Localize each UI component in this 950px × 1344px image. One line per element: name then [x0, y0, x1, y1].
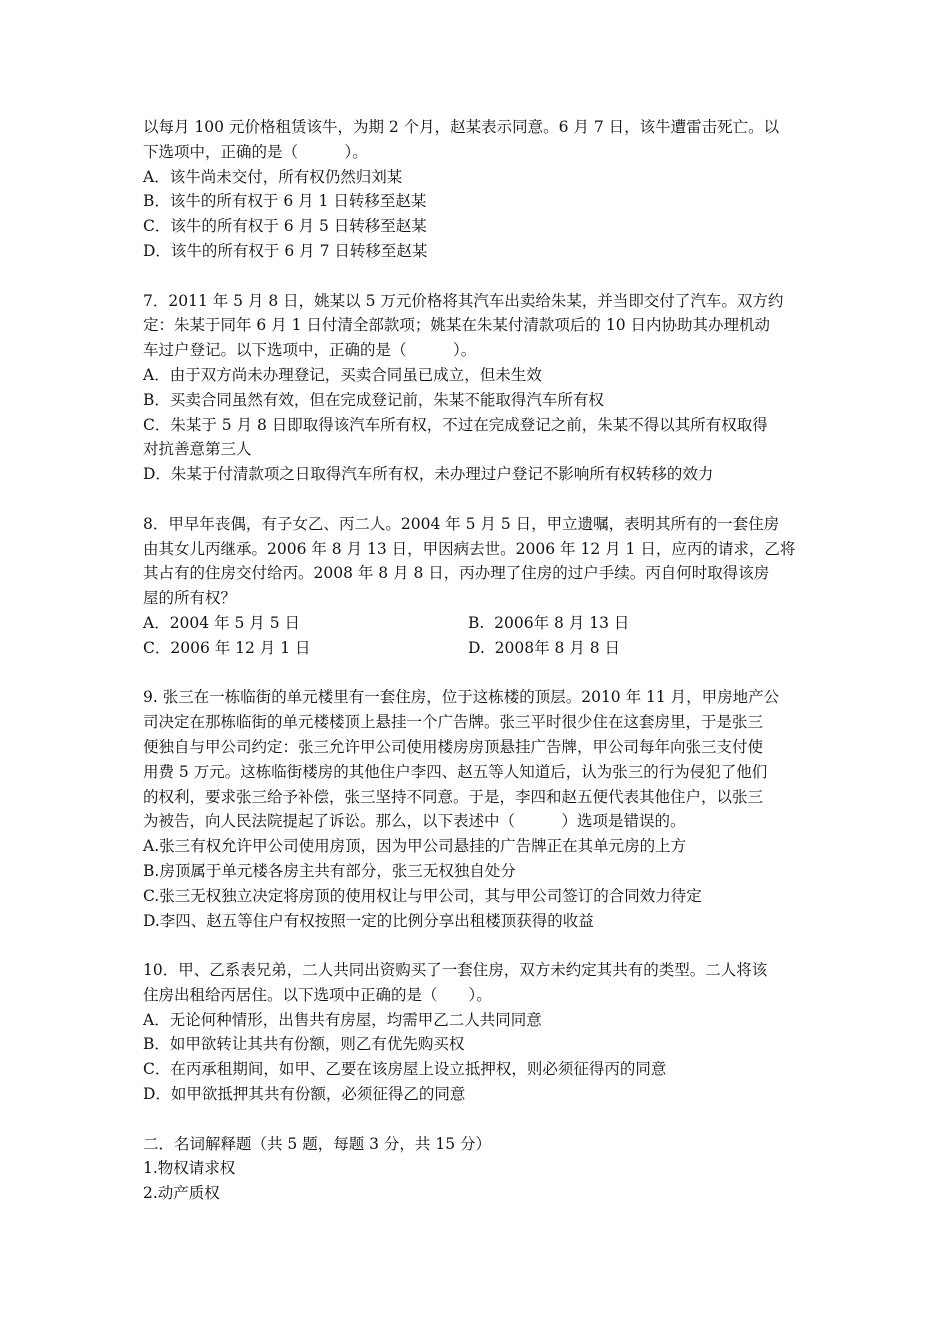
option-b: B.房顶属于单元楼各房主共有部分，张三无权独自处分	[143, 861, 516, 880]
option-b: B．如甲欲转让其共有份额，则乙有优先购买权	[143, 1035, 465, 1054]
option-d: D．如甲欲抵押其共有份额，必须征得乙的同意	[143, 1085, 466, 1104]
option-c: C．朱某于 5 月 8 日即取得该汽车所有权，不过在完成登记之前，朱某不得以其所有权取得	[143, 415, 768, 434]
question-text-line: 9. 张三在一栋临街的单元楼里有一套住房，位于这栋楼的顶层。2010 年 11 月，甲房地产公	[143, 688, 780, 707]
option-b: B．该牛的所有权于 6 月 1 日转移至赵某	[143, 192, 427, 211]
option-c: C．2006 年 12 月 1 日	[143, 638, 311, 657]
options-grid	[143, 611, 813, 661]
term-item: 2.动产质权	[143, 1184, 220, 1203]
option-a: A.张三有权允许甲公司使用房顶，因为甲公司悬挂的广告牌正在其单元房的上方	[143, 837, 687, 856]
section-heading: 二．名词解释题（共 5 题，每题 3 分，共 15 分）	[143, 1134, 492, 1153]
term-item: 1.物权请求权	[143, 1159, 236, 1178]
question-7	[143, 289, 813, 487]
option-d: D. 2008年 8 月 8 日	[468, 638, 621, 657]
question-text-line: 以每月 100 元价格租赁该牛，为期 2 个月，赵某表示同意。6 月 7 日，该牛遭雷击死亡。以	[143, 118, 780, 136]
document-page	[143, 115, 813, 1206]
option-a: A．该牛尚未交付，所有权仍然归刘某	[143, 167, 403, 186]
question-text-line: 司决定在那栋临街的单元楼楼顶上悬挂一个广告牌。张三平时很少住在这套房里，于是张三	[143, 713, 764, 732]
question-9	[143, 685, 813, 933]
option-a: A．无论何种情形，出售共有房屋，均需甲乙二人共同同意	[143, 1010, 542, 1029]
question-text-line: 7．2011 年 5 月 8 日，姚某以 5 万元价格将其汽车出卖给朱某，并当即交付了汽车。双方约	[143, 291, 784, 310]
option-a: A．由于双方尚未办理登记，买卖合同虽已成立，但未生效	[143, 365, 542, 384]
section-2	[143, 1132, 813, 1206]
question-text-line: 车过户登记。以下选项中，正确的是（ ）。	[143, 341, 477, 360]
question-8	[143, 512, 813, 661]
option-c: C.张三无权独立决定将房顶的使用权让与甲公司，其与甲公司签订的合同效力待定	[143, 886, 702, 905]
option-b: B．买卖合同虽然有效，但在完成登记前，朱某不能取得汽车所有权	[143, 390, 604, 409]
option-c-continued: 对抗善意第三人	[143, 440, 252, 459]
question-text-line: 便独自与甲公司约定：张三允许甲公司使用楼房房顶悬挂广告牌，甲公司每年向张三支付使	[143, 737, 764, 756]
option-b: B. 2006年 8 月 13 日	[468, 613, 630, 632]
question-text-line: 下选项中，正确的是（ ）。	[143, 142, 368, 161]
question-6	[143, 115, 813, 264]
question-text-line: 用费 5 万元。这栋临街楼房的其他住户李四、赵五等人知道后，认为张三的行为侵犯了他们	[143, 762, 768, 781]
option-a: A．2004 年 5 月 5 日	[143, 613, 300, 632]
question-10	[143, 958, 813, 1107]
question-text-line: 的权利，要求张三给予补偿，张三坚持不同意。于是，李四和赵五便代表其他住户，以张三	[143, 787, 764, 806]
option-d: D．朱某于付清款项之日取得汽车所有权，未办理过户登记不影响所有权转移的效力	[143, 465, 714, 484]
option-c: C．该牛的所有权于 6 月 5 日转移至赵某	[143, 217, 427, 236]
option-d: D.李四、赵五等住户有权按照一定的比例分享出租楼顶获得的收益	[143, 911, 594, 930]
question-text-line: 8．甲早年丧偶，有子女乙、丙二人。2004 年 5 月 5 日，甲立遗嘱，表明其所有的一套住房	[143, 514, 780, 533]
question-text-line: 由其女儿丙继承。2006 年 8 月 13 日，甲因病去世。2006 年 12 月 1 日，应丙的请求，乙将	[143, 539, 796, 558]
option-d: D．该牛的所有权于 6 月 7 日转移至赵某	[143, 241, 428, 260]
question-text-line: 屋的所有权？	[143, 589, 237, 608]
question-text-line: 定：朱某于同年 6 月 1 日付清全部款项；姚某在朱某付清款项后的 10 日内协助其办理机动	[143, 316, 771, 335]
option-c: C．在丙承租期间，如甲、乙要在该房屋上设立抵押权，则必须征得丙的同意	[143, 1060, 667, 1079]
question-text-line: 住房出租给丙居住。以下选项中正确的是（ ）。	[143, 985, 492, 1004]
question-text-line: 为被告，向人民法院提起了诉讼。那么，以下表述中（ ）选项是错误的。	[143, 812, 686, 831]
question-text-line: 10．甲、乙系表兄弟，二人共同出资购买了一套住房，双方未约定其共有的类型。二人将该	[143, 961, 768, 980]
question-text-line: 其占有的住房交付给丙。2008 年 8 月 8 日，丙办理了住房的过户手续。丙自何时取得该房	[143, 564, 770, 583]
